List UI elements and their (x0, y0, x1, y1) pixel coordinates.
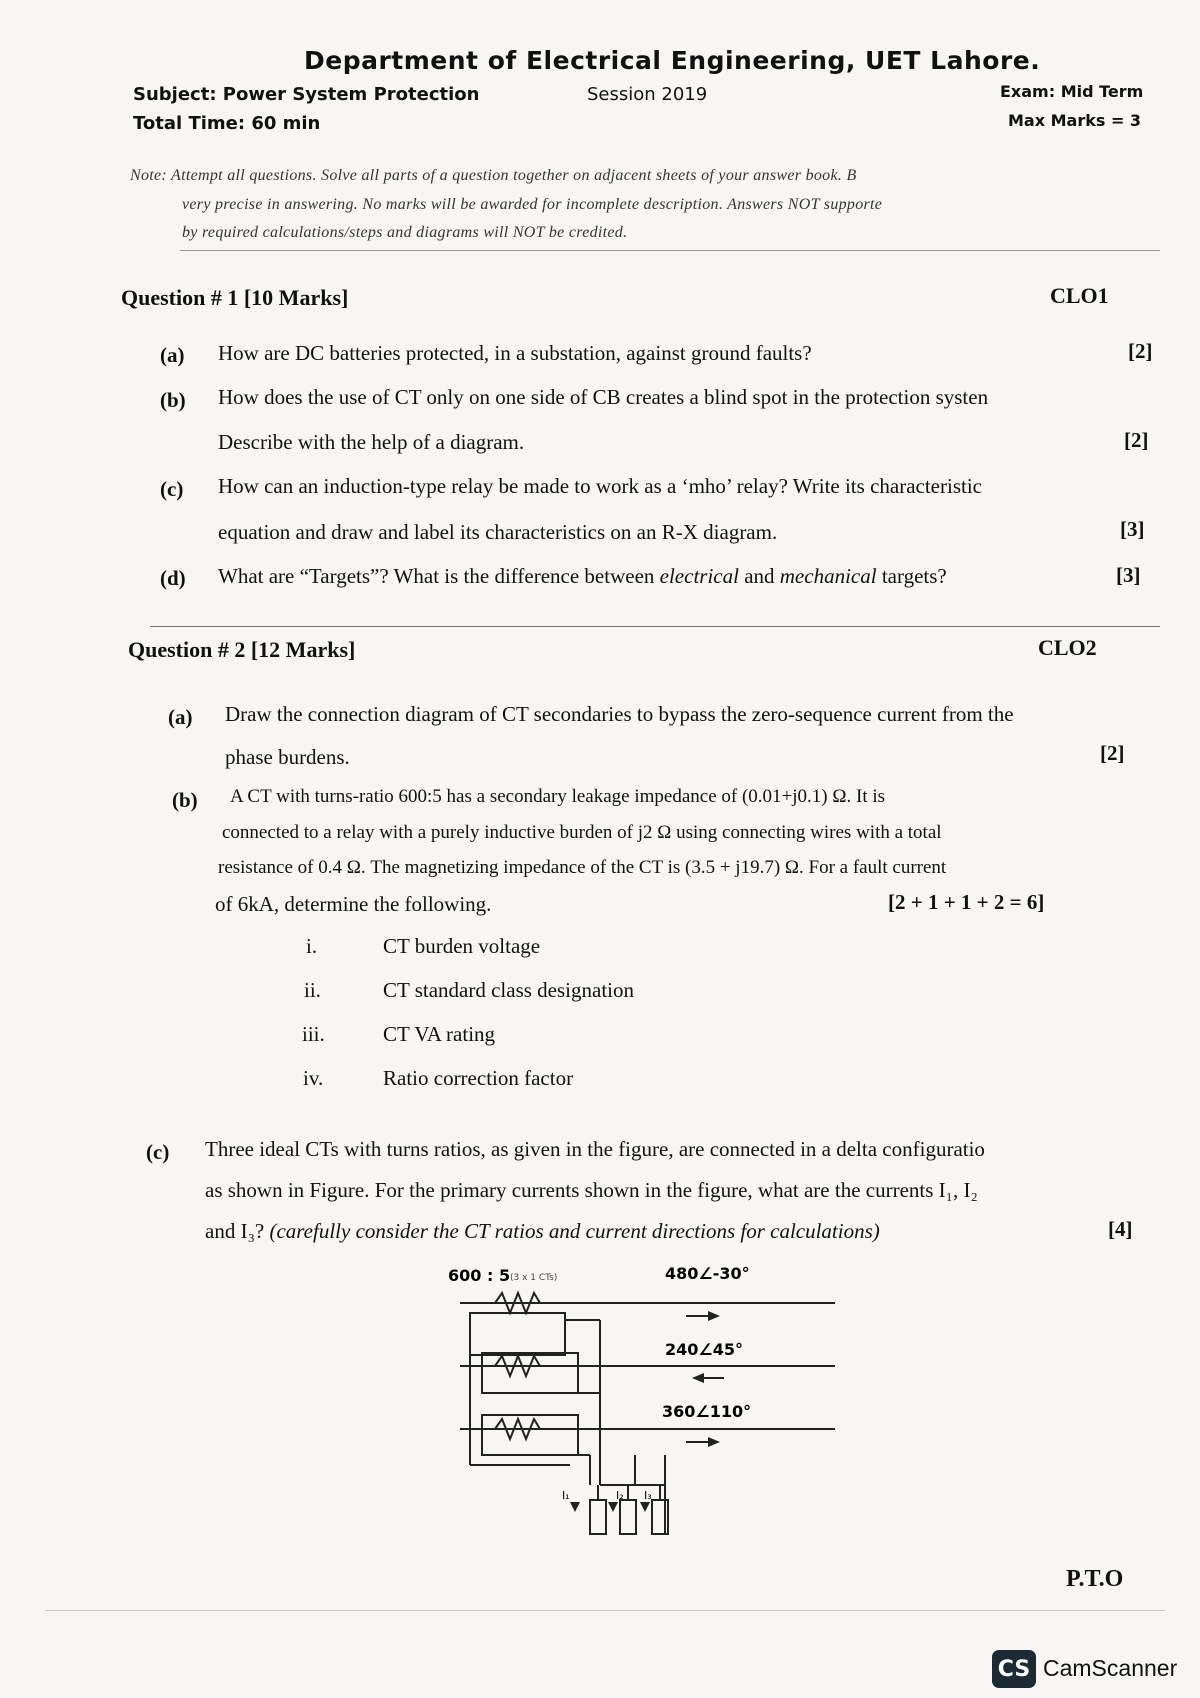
q2c-label: (c) (146, 1140, 170, 1164)
delta-loop-1 (470, 1313, 565, 1355)
note-line-1: Note: Attempt all questions. Solve all parts of a question together on adjacent sheets of your answer book. B (130, 167, 857, 184)
q2c-marks: [4] (1108, 1217, 1133, 1241)
q2b-text-1: A CT with turns-ratio 600:5 has a secondary leakage impedance of (0.01+j0.1) Ω. It is (230, 786, 886, 807)
q1a-marks: [2] (1128, 339, 1153, 363)
total-time: Total Time: 60 min (133, 113, 321, 134)
q1-divider (150, 626, 1160, 627)
max-marks: Max Marks = 3 (1008, 111, 1142, 130)
q2b-item-1-num: i. (306, 934, 318, 958)
ct-ratio-suffix: (3 x 1 CTs) (510, 1273, 558, 1283)
q2b-item-3-num: iii. (302, 1022, 325, 1046)
q2a-text-1: Draw the connection diagram of CT secondaries to bypass the zero-sequence current from the (225, 702, 1014, 726)
q2b-item-4-num: iv. (303, 1066, 324, 1090)
relay-current-arrow-3 (640, 1502, 650, 1512)
relay-current-arrow-2 (608, 1502, 618, 1512)
ct-delta-figure (440, 1255, 840, 1535)
relay-burden-1 (590, 1500, 606, 1534)
session-line: Session 2019 (587, 84, 708, 105)
q1a-label: (a) (160, 343, 185, 367)
q2b-text-2: connected to a relay with a purely inductive burden of j2 Ω using connecting wires with a total (222, 822, 942, 843)
q1-clo: CLO1 (1050, 283, 1109, 308)
delta-loop-3 (482, 1415, 578, 1455)
subject-line: Subject: Power System Protection (133, 84, 480, 105)
q1d-text: What are “Targets”? What is the difference between electrical and mechanical targets? (218, 564, 947, 588)
q2a-label: (a) (168, 705, 193, 729)
q2c-text-2: as shown in Figure. For the primary currents shown in the figure, what are the currents I₁, I₂ (205, 1178, 978, 1202)
q1c-text-2: equation and draw and label its characteristics on an R-X diagram. (218, 520, 778, 544)
note-line-3: by required calculations/steps and diagrams will NOT be credited. (182, 224, 628, 241)
q2-clo: CLO2 (1038, 635, 1097, 660)
note-line-2: very precise in answering. No marks will be awarded for incomplete description. Answers NOT supporte (182, 196, 883, 213)
q1c-text-1: How can an induction-type relay be made to work as a ‘mho’ relay? Write its characteristic (218, 474, 982, 498)
q2b-text-3: resistance of 0.4 Ω. The magnetizing impedance of the CT is (3.5 + j19.7) Ω. For a fault current (218, 857, 947, 878)
delta-loop-2 (482, 1353, 578, 1393)
ct-ratio-label: 600 : 5 (448, 1266, 511, 1285)
current-label-1: 480∠-30° (665, 1264, 750, 1283)
q2b-item-4-text: Ratio correction factor (383, 1066, 574, 1090)
q1d-label: (d) (160, 566, 186, 590)
q2b-item-2-text: CT standard class designation (383, 978, 634, 1002)
exam-type: Exam: Mid Term (1000, 82, 1144, 101)
department-title: Department of Electrical Engineering, UET Lahore. (304, 46, 1041, 75)
q2b-item-1-text: CT burden voltage (383, 934, 541, 958)
q1b-marks: [2] (1124, 428, 1149, 452)
q1-title: Question # 1 [10 Marks] (121, 285, 349, 310)
page-bottom-edge (45, 1610, 1165, 1611)
q2b-item-3-text: CT VA rating (383, 1022, 496, 1046)
q2a-text-2: phase burdens. (225, 745, 350, 769)
relay-label-1: I₁ (562, 1489, 570, 1502)
camscanner-brand: CamScanner (1043, 1655, 1178, 1681)
q1b-label: (b) (160, 388, 186, 412)
q2b-text-4: of 6kA, determine the following. (215, 892, 492, 916)
q1c-label: (c) (160, 477, 184, 501)
q2b-marks: [2 + 1 + 1 + 2 = 6] (888, 890, 1045, 914)
q2c-text-1: Three ideal CTs with turns ratios, as given in the figure, are connected in a delta configuratio (205, 1137, 985, 1161)
q2b-label: (b) (172, 788, 198, 812)
q1c-marks: [3] (1120, 517, 1145, 541)
note-divider (180, 250, 1160, 251)
q2-title: Question # 2 [12 Marks] (128, 637, 356, 662)
q2c-text-3: and I₃? (carefully consider the CT ratios and current directions for calculations) (205, 1219, 880, 1243)
pto-label: P.T.O (1066, 1566, 1124, 1592)
relay-current-arrow-1 (570, 1502, 580, 1512)
q2b-item-2-num: ii. (304, 978, 321, 1002)
relay-burden-2 (620, 1500, 636, 1534)
q2a-marks: [2] (1100, 741, 1125, 765)
q1d-marks: [3] (1116, 563, 1141, 587)
camscanner-logo: CS (992, 1650, 1036, 1688)
q1b-text-2: Describe with the help of a diagram. (218, 430, 525, 454)
q1b-text-1: How does the use of CT only on one side of CB creates a blind spot in the protection systen (218, 385, 989, 409)
q1a-text: How are DC batteries protected, in a substation, against ground faults? (218, 341, 812, 365)
relay-label-2: I₂ (616, 1489, 624, 1502)
relay-label-3: I₃ (644, 1489, 652, 1502)
current-label-2: 240∠45° (665, 1340, 744, 1359)
current-label-3: 360∠110° (662, 1402, 752, 1421)
